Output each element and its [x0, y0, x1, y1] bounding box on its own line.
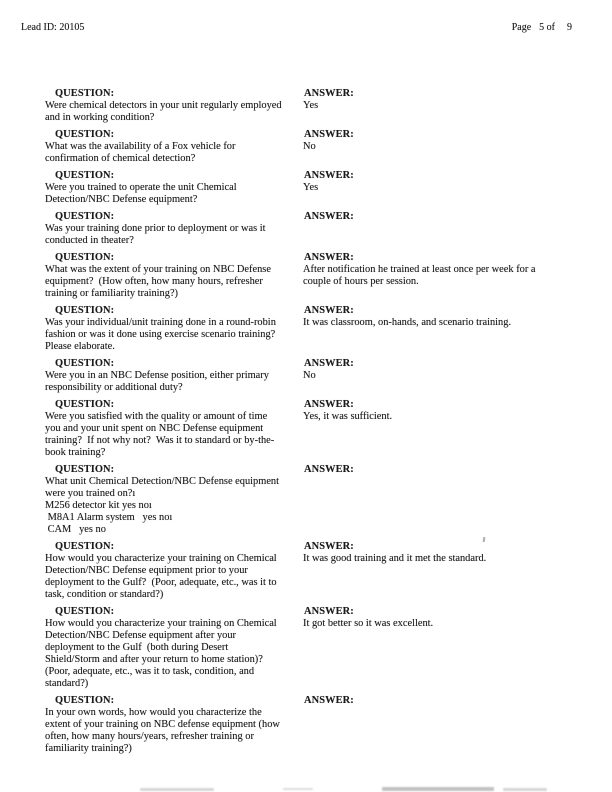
- qa-row: [0, 464, 612, 536]
- question-text: [45, 223, 303, 247]
- question-block: [45, 170, 303, 206]
- question-line: Detection/NBC Defense equipment prior to your: [45, 565, 248, 576]
- question-line: What was the availability of a Fox vehicle for: [45, 141, 236, 152]
- answer-block: [303, 129, 603, 153]
- question-line: task, condition or standard?): [45, 589, 164, 600]
- answer-label: ANSWER:: [304, 129, 354, 140]
- answer-text: [303, 317, 603, 329]
- answer-label: ANSWER:: [304, 464, 354, 475]
- qa-row: [0, 541, 612, 601]
- question-line: training or familiarity training?): [45, 288, 179, 299]
- question-block: [45, 399, 303, 459]
- answer-label: ANSWER:: [304, 211, 354, 222]
- question-line: What was the extent of your training on NBC Defense: [45, 264, 271, 275]
- answer-line: No: [303, 370, 316, 381]
- question-label: QUESTION:: [55, 695, 115, 706]
- question-block: [45, 252, 303, 300]
- answer-line: couple of hours per session.: [303, 276, 419, 287]
- scan-smudge: [140, 788, 214, 791]
- question-text: [45, 476, 303, 536]
- question-line: extent of your training on NBC defense equipment (how: [45, 719, 280, 730]
- answer-label: ANSWER:: [304, 170, 354, 181]
- answer-block: [303, 358, 603, 382]
- answer-block: [303, 606, 603, 630]
- question-label: QUESTION:: [55, 88, 115, 99]
- question-line: Were you trained to operate the unit Chemical: [45, 182, 237, 193]
- question-line: deployment to the Gulf? (Poor, adequate, etc., was it to: [45, 577, 277, 588]
- qa-row: [0, 129, 612, 165]
- answer-block: [303, 399, 603, 423]
- question-text: [45, 182, 303, 206]
- page-number: [512, 22, 572, 33]
- question-label: QUESTION:: [55, 252, 115, 263]
- question-line: How would you characterize your training on Chemical: [45, 553, 277, 564]
- scan-smudge: [503, 788, 547, 791]
- question-text: [45, 411, 303, 459]
- answer-text: [303, 370, 603, 382]
- question-text: [45, 100, 303, 124]
- question-line: Detection/NBC Defense equipment after your: [45, 630, 237, 641]
- question-label: QUESTION:: [55, 399, 115, 410]
- question-label: QUESTION:: [55, 541, 115, 552]
- question-line: confirmation of chemical detection?: [45, 153, 196, 164]
- answer-text: [303, 264, 603, 288]
- question-text: [45, 618, 303, 690]
- answer-line: After notification he trained at least once per week for a: [303, 264, 536, 275]
- answer-text: [303, 182, 603, 194]
- question-line: (Poor, adequate, etc., was it to task, condition, and: [45, 666, 255, 677]
- page-number-current: 5 of: [539, 22, 555, 33]
- answer-line: It was good training and it met the standard.: [303, 553, 487, 564]
- answer-label: ANSWER:: [304, 305, 354, 316]
- question-line: Was your individual/unit training done in a round-robin: [45, 317, 276, 328]
- qa-row: [0, 399, 612, 459]
- question-text: [45, 264, 303, 300]
- page-number-label: Page: [511, 22, 532, 33]
- question-label: QUESTION:: [55, 305, 115, 316]
- question-line: often, how many hours/years, refresher training or: [45, 731, 254, 742]
- question-line: deployment to the Gulf (both during Desert: [45, 642, 229, 653]
- question-line: How would you characterize your training on Chemical: [45, 618, 277, 629]
- answer-label: ANSWER:: [304, 252, 354, 263]
- answer-block: [303, 88, 603, 112]
- answer-line: Yes, it was sufficient.: [303, 411, 393, 422]
- question-text: [45, 370, 303, 394]
- qa-list: [0, 88, 612, 760]
- answer-label: ANSWER:: [304, 358, 354, 369]
- question-line: training? If not why not? Was it to standard or by-the-: [45, 435, 275, 446]
- answer-text: [303, 100, 603, 112]
- answer-line: It got better so it was excellent.: [303, 618, 434, 629]
- answer-block: [303, 170, 603, 194]
- answer-label: ANSWER:: [304, 399, 354, 410]
- question-line: What unit Chemical Detection/NBC Defense equipment: [45, 476, 280, 487]
- question-line: Were chemical detectors in your unit regularly employed: [45, 100, 282, 111]
- question-label: QUESTION:: [55, 211, 115, 222]
- question-text: [45, 317, 303, 353]
- answer-block: [303, 252, 603, 288]
- lead-id: Lead ID: 20105: [21, 22, 85, 33]
- question-text: [45, 553, 303, 601]
- question-line: and in working condition?: [45, 112, 155, 123]
- question-line: M8A1 Alarm system yes noı: [45, 512, 173, 523]
- question-block: [45, 211, 303, 247]
- qa-row: [0, 695, 612, 755]
- question-line: In your own words, how would you characterize the: [45, 707, 262, 718]
- question-line: responsibility or additional duty?: [45, 382, 183, 393]
- answer-block: [303, 211, 603, 223]
- question-line: Detection/NBC Defense equipment?: [45, 194, 198, 205]
- qa-row: [0, 88, 612, 124]
- question-line: M256 detector kit yes noı: [45, 500, 152, 511]
- question-block: [45, 305, 303, 353]
- qa-row: [0, 606, 612, 690]
- question-line: you and your unit spent on NBC Defense equipment: [45, 423, 264, 434]
- question-block: [45, 541, 303, 601]
- answer-label: ANSWER:: [304, 541, 354, 552]
- answer-text: [303, 553, 603, 565]
- question-line: conducted in theater?: [45, 235, 134, 246]
- question-block: [45, 88, 303, 124]
- qa-row: [0, 252, 612, 300]
- question-line: Shield/Storm and after your return to home station)?: [45, 654, 263, 665]
- question-line: familiarity training?): [45, 743, 132, 754]
- question-block: [45, 129, 303, 165]
- question-label: QUESTION:: [55, 606, 115, 617]
- question-line: Was your training done prior to deployment or was it: [45, 223, 266, 234]
- answer-line: Yes: [303, 182, 319, 193]
- question-block: [45, 464, 303, 536]
- answer-label: ANSWER:: [304, 695, 354, 706]
- question-line: were you trained on?ı: [45, 488, 136, 499]
- scan-smudge: [283, 788, 313, 790]
- question-line: Were you in an NBC Defense position, either primary: [45, 370, 269, 381]
- question-line: fashion or was it done using exercise scenario training?: [45, 329, 276, 340]
- scan-smudge: [382, 787, 494, 791]
- qa-row: [0, 170, 612, 206]
- qa-row: [0, 211, 612, 247]
- answer-line: No: [303, 141, 316, 152]
- question-line: standard?): [45, 678, 89, 689]
- question-label: QUESTION:: [55, 358, 115, 369]
- answer-block: [303, 464, 603, 476]
- page-number-total: 9: [567, 22, 572, 33]
- question-text: [45, 141, 303, 165]
- answer-line: Yes: [303, 100, 319, 111]
- answer-label: ANSWER:: [304, 606, 354, 617]
- answer-text: [303, 141, 603, 153]
- answer-label: ANSWER:: [304, 88, 354, 99]
- answer-text: [303, 618, 603, 630]
- answer-block: [303, 305, 603, 329]
- question-block: [45, 695, 303, 755]
- question-text: [45, 707, 303, 755]
- question-block: [45, 606, 303, 690]
- question-block: [45, 358, 303, 394]
- answer-text: [303, 411, 603, 423]
- qa-row: [0, 305, 612, 353]
- question-line: Please elaborate.: [45, 341, 115, 352]
- question-label: QUESTION:: [55, 129, 115, 140]
- question-line: CAM yes no: [45, 524, 106, 535]
- answer-line: It was classroom, on-hands, and scenario training.: [303, 317, 512, 328]
- answer-block: [303, 541, 603, 565]
- document-header: [21, 22, 572, 33]
- question-label: QUESTION:: [55, 170, 115, 181]
- question-line: equipment? (How often, how many hours, refresher: [45, 276, 263, 287]
- question-line: book training?: [45, 447, 106, 458]
- question-label: QUESTION:: [55, 464, 115, 475]
- qa-row: [0, 358, 612, 394]
- question-line: Were you satisfied with the quality or amount of time: [45, 411, 268, 422]
- answer-block: [303, 695, 603, 707]
